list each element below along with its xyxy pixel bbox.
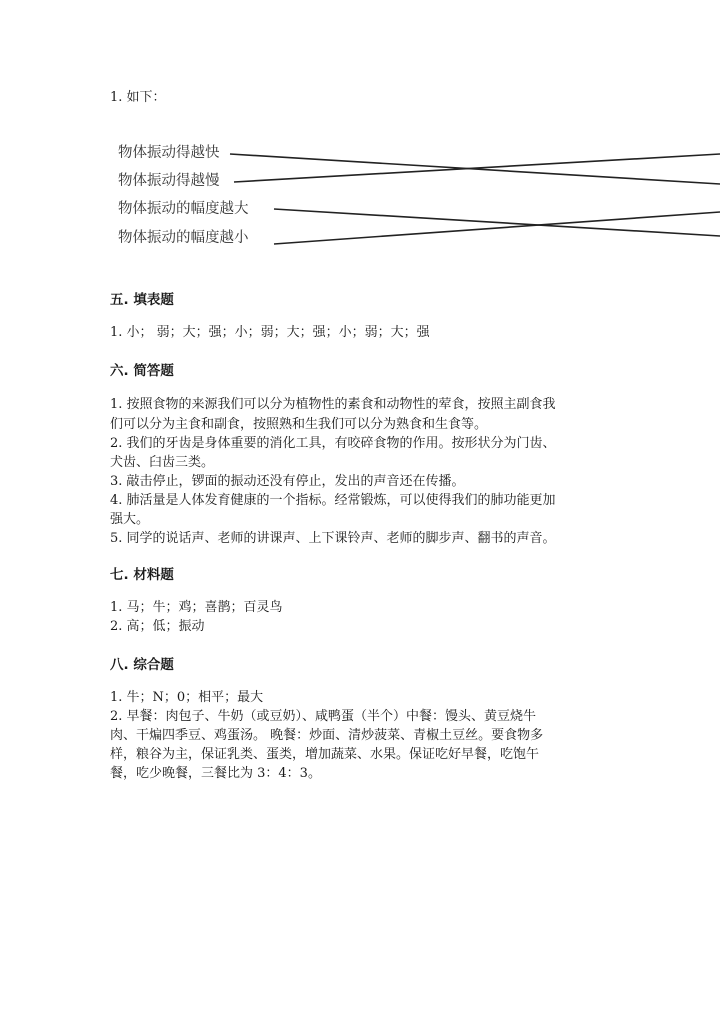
section-six-line-1: 1. 按照食物的来源我们可以分为植物性的素食和动物性的荤食，按照主副食我 xyxy=(110,397,556,412)
section-eight-line-1: 1. 牛；N；0；相平；最大 xyxy=(110,690,264,705)
section-six-line-6: 4. 肺活量是人体发育健康的一个指标。经常锻炼，可以使得我们的肺功能更加 xyxy=(110,493,556,508)
answer-intro: 1. 如下： xyxy=(110,90,166,105)
section-eight-line-5: 餐，吃少晚餐，三餐比为 3：4：3。 xyxy=(110,766,321,781)
section-eight-line-4: 样，粮谷为主，保证乳类、蛋类，增加蔬菜、水果。保证吃好早餐，吃饱午 xyxy=(110,747,540,762)
matching-figure xyxy=(110,138,720,254)
section-seven-line-1: 1. 马；牛；鸡；喜鹊；百灵鸟 xyxy=(110,600,283,615)
section-six-line-7: 强大。 xyxy=(110,512,150,527)
section-six-line-2: 们可以分为主食和副食，按照熟和生我们可以分为熟食和生食等。 xyxy=(110,417,488,432)
section-eight-line-2: 2. 早餐：肉包子、牛奶（或豆奶）、咸鸭蛋（半个）中餐：馒头、黄豆烧牛 xyxy=(110,709,537,724)
section-eight-title: 八. 综合题 xyxy=(110,657,174,673)
section-seven-title: 七. 材料题 xyxy=(110,567,174,583)
section-eight-line-3: 肉、干煸四季豆、鸡蛋汤。 晚餐：炒面、清炒菠菜、青椒土豆丝。要食物多 xyxy=(110,728,544,743)
match-line-4 xyxy=(274,212,720,244)
match-left-item-4: 物体振动的幅度越小 xyxy=(118,230,249,246)
section-six-line-4: 犬齿、臼齿三类。 xyxy=(110,455,215,470)
match-left-item-2: 物体振动得越慢 xyxy=(118,173,220,189)
section-seven-line-2: 2. 高；低；振动 xyxy=(110,619,205,634)
section-six-title: 六. 简答题 xyxy=(110,363,174,379)
section-five-title: 五. 填表题 xyxy=(110,292,174,308)
match-left-item-3: 物体振动的幅度越大 xyxy=(118,201,249,217)
section-six-line-3: 2. 我们的牙齿是身体重要的消化工具，有咬碎食物的作用。按形状分为门齿、 xyxy=(110,436,556,451)
match-line-3 xyxy=(274,209,720,236)
section-five-answer-1: 1. 小； 弱；大；强；小；弱；大；强；小；弱；大；强 xyxy=(110,325,430,340)
section-six-line-8: 5. 同学的说话声、老师的讲课声、上下课铃声、老师的脚步声、翻书的声音。 xyxy=(110,531,556,546)
match-left-item-1: 物体振动得越快 xyxy=(118,145,220,161)
section-six-line-5: 3. 敲击停止，锣面的振动还没有停止，发出的声音还在传播。 xyxy=(110,474,465,489)
